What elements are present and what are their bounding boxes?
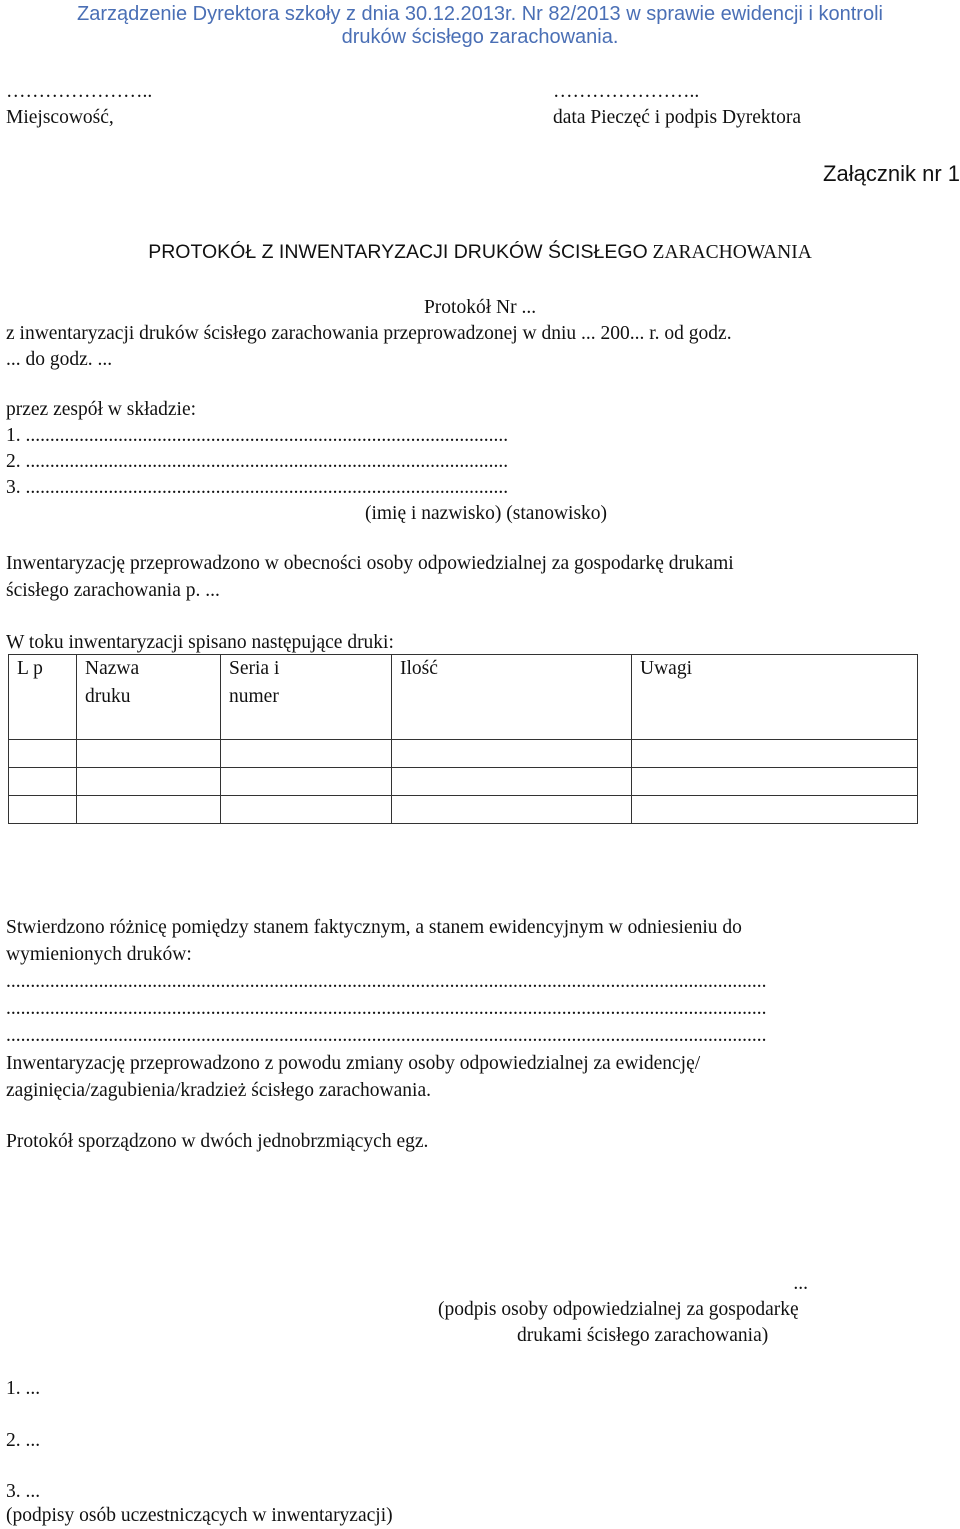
table-cell[interactable] (77, 796, 221, 824)
team-member-2: 2. ................................................................................................... (6, 451, 509, 472)
difference-dots-2: ............................................................................................................................................................ (6, 998, 767, 1019)
header-name-line-1: Nazwa (85, 658, 140, 679)
header-series-line-1: Seria i (229, 658, 280, 679)
table-intro: W toku inwentaryzacji spisano następujące druki: (6, 632, 394, 653)
header-qty-label: Ilość (400, 658, 438, 679)
participant-signature-1: 1. ... (6, 1378, 41, 1399)
table-cell[interactable] (221, 768, 392, 796)
header-name-line-2: druku (85, 686, 131, 707)
responsible-signature-line-1: (podpis osoby odpowiedzialnej za gospodarkę (438, 1299, 799, 1320)
table-cell[interactable] (392, 796, 632, 824)
responsible-line-1: Inwentaryzację przeprowadzono w obecności osoby odpowiedzialnej za gospodarkę drukami (6, 553, 734, 574)
responsible-line-2: ścisłego zarachowania p. ... (6, 580, 220, 601)
difference-dots-1: ............................................................................................................................................................ (6, 971, 767, 992)
protocol-title-serif: ZARACHOWANIA (652, 242, 812, 263)
table-cell[interactable] (632, 740, 918, 768)
director-signature-label: data Pieczęć i podpis Dyrektora (553, 107, 801, 128)
team-label: przez zespół w składzie: (6, 399, 197, 420)
protocol-title-sans: PROTOKÓŁ Z INWENTARYZACJI DRUKÓW ŚCISŁEGO (148, 241, 648, 263)
table-cell[interactable] (221, 796, 392, 824)
participants-caption: (podpisy osób uczestniczących w inwentaryzacji) (6, 1505, 393, 1526)
reason-line-1: Inwentaryzację przeprowadzono z powodu zmiany osoby odpowiedzialnej za ewidencję/ (6, 1053, 701, 1074)
table-row (9, 796, 918, 824)
copies-note: Protokół sporządzono w dwóch jednobrzmiących egz. (6, 1131, 429, 1152)
header-name (77, 655, 221, 740)
table-cell[interactable] (632, 796, 918, 824)
document-header-line-2: druków ścisłego zarachowania. (341, 26, 619, 48)
header-lp-label: L p (17, 658, 43, 679)
difference-line-1: Stwierdzono różnicę pomiędzy stanem faktycznym, a stanem ewidencyjnym w odniesieniu do (6, 917, 742, 938)
annex-label: Załącznik nr 1 (823, 161, 960, 186)
table-cell[interactable] (77, 768, 221, 796)
team-member-1: 1. ................................................................................................... (6, 425, 509, 446)
protocol-title (0, 239, 960, 266)
header-notes (632, 655, 918, 740)
header-notes-label: Uwagi (640, 658, 692, 679)
responsible-signature-dots: ... (793, 1273, 808, 1294)
header-lp (9, 655, 77, 740)
participant-signature-3: 3. ... (6, 1481, 41, 1502)
table-cell[interactable] (9, 796, 77, 824)
place-label: Miejscowość, (6, 107, 114, 128)
header-qty (392, 655, 632, 740)
reason-line-2: zaginięcia/zagubienia/kradzież ścisłego zarachowania. (6, 1080, 431, 1101)
table-cell[interactable] (9, 740, 77, 768)
protocol-date-line: z inwentaryzacji druków ścisłego zarachowania przeprowadzonej w dniu ... 200... r. od godz. (6, 323, 732, 344)
header-series (221, 655, 392, 740)
header-series-line-2: numer (229, 686, 279, 707)
difference-line-2: wymienionych druków: (6, 944, 192, 965)
protocol-time-line: ... do godz. ... (6, 349, 113, 370)
responsible-signature-line-2: drukami ścisłego zarachowania) (517, 1325, 769, 1346)
table-row (9, 768, 918, 796)
protocol-number: Protokół Nr ... (423, 297, 537, 318)
participant-signature-2: 2. ... (6, 1430, 41, 1451)
table-cell[interactable] (392, 740, 632, 768)
table-cell[interactable] (77, 740, 221, 768)
team-member-3: 3. ................................................................................................... (6, 477, 509, 498)
document-header-line-1: Zarządzenie Dyrektora szkoły z dnia 30.12.2013r. Nr 82/2013 w sprawie ewidencji i kontroli (77, 3, 883, 25)
difference-dots-3: ............................................................................................................................................................ (6, 1025, 767, 1046)
table-cell[interactable] (632, 768, 918, 796)
table-cell[interactable] (221, 740, 392, 768)
table-cell[interactable] (392, 768, 632, 796)
director-signature-dots: ………………….. (553, 81, 700, 102)
inventory-table (8, 654, 918, 824)
table-header-row (9, 655, 918, 740)
table-cell[interactable] (9, 768, 77, 796)
place-dots: ………………….. (6, 81, 153, 102)
table-row (9, 740, 918, 768)
team-caption: (imię i nazwisko) (stanowisko) (364, 503, 608, 524)
